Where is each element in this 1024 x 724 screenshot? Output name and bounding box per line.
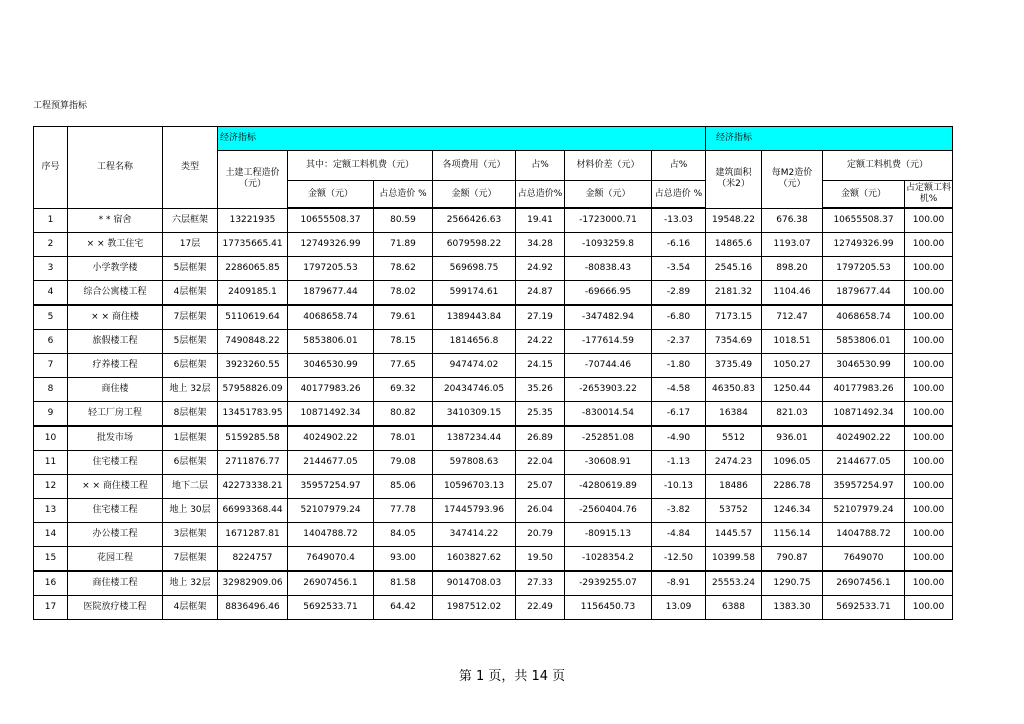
cell-mpct: -12.50 (652, 547, 706, 572)
cell-type: 4层框架 (163, 281, 218, 306)
cell-mpct: -8.91 (652, 571, 706, 596)
cell-type: 地下二层 (163, 475, 218, 499)
cell-mpct: -3.82 (652, 499, 706, 523)
cell-qfee2: 10655508.37 (823, 208, 905, 233)
table-row (34, 571, 953, 596)
cell-opct: 25.07 (516, 475, 565, 499)
cell-qfee2: 26907456.1 (823, 571, 905, 596)
cell-pct4: 100.00 (905, 451, 953, 475)
cell-qfee2: 40177983.26 (823, 378, 905, 402)
cell-qpct: 78.01 (374, 426, 433, 451)
cell-qpct: 77.65 (374, 354, 433, 378)
header-other-fees: 各项费用（元） (433, 151, 516, 181)
cell-unit: 712.47 (762, 305, 823, 330)
cell-mpct: -4.58 (652, 378, 706, 402)
header-share-3: 占总造价 % (652, 181, 706, 209)
cell-pct4: 100.00 (905, 523, 953, 547)
cell-no: 2 (34, 233, 68, 257)
cell-ofee: 17445793.96 (433, 499, 516, 523)
cell-area: 3735.49 (706, 354, 762, 378)
cell-type: 地上 32层 (163, 571, 218, 596)
table-row (34, 378, 953, 402)
cell-unit: 898.20 (762, 257, 823, 281)
cell-qfee2: 2144677.05 (823, 451, 905, 475)
cell-area: 1445.57 (706, 523, 762, 547)
cell-area: 25553.24 (706, 571, 762, 596)
cell-unit: 1250.44 (762, 378, 823, 402)
cell-area: 7173.15 (706, 305, 762, 330)
cell-mpct: -4.84 (652, 523, 706, 547)
table-row (34, 305, 953, 330)
cell-cost: 57958826.09 (218, 378, 288, 402)
table-row (34, 547, 953, 572)
cell-mdiff: -347482.94 (565, 305, 652, 330)
cell-pct4: 100.00 (905, 305, 953, 330)
cell-mdiff: -252851.08 (565, 426, 652, 451)
header-material-diff: 材料价差（元） (565, 151, 652, 181)
cell-mdiff: -177614.59 (565, 330, 652, 354)
document-title: 工程预算指标 (33, 101, 88, 111)
cell-name: 疗养楼工程 (68, 354, 163, 378)
cell-qpct: 77.78 (374, 499, 433, 523)
cell-cost: 7490848.22 (218, 330, 288, 354)
cell-opct: 19.50 (516, 547, 565, 572)
cell-no: 7 (34, 354, 68, 378)
cell-cost: 8836496.46 (218, 596, 288, 620)
header-amount-3: 金额（元） (565, 181, 652, 209)
cell-ofee: 9014708.03 (433, 571, 516, 596)
cell-qfee2: 1797205.53 (823, 257, 905, 281)
cell-pct4: 100.00 (905, 475, 953, 499)
cell-cost: 8224757 (218, 547, 288, 572)
cell-mdiff: -830014.54 (565, 402, 652, 427)
header-unit-cost: 每M2造价（元） (762, 151, 823, 209)
header-amount-4: 金额（元） (823, 181, 905, 209)
cell-area: 10399.58 (706, 547, 762, 572)
cell-no: 12 (34, 475, 68, 499)
cell-mdiff: -30608.91 (565, 451, 652, 475)
table-row (34, 208, 953, 233)
cell-opct: 24.15 (516, 354, 565, 378)
cell-unit: 936.01 (762, 426, 823, 451)
cell-ofee: 1389443.84 (433, 305, 516, 330)
cell-ofee: 6079598.22 (433, 233, 516, 257)
cell-area: 18486 (706, 475, 762, 499)
cell-qfee: 10655508.37 (288, 208, 374, 233)
cell-ofee: 10596703.13 (433, 475, 516, 499)
cell-qpct: 81.58 (374, 571, 433, 596)
cell-pct4: 100.00 (905, 402, 953, 427)
cell-type: 7层框架 (163, 547, 218, 572)
cell-mpct: -2.89 (652, 281, 706, 306)
cell-ofee: 597808.63 (433, 451, 516, 475)
cell-cost: 5159285.58 (218, 426, 288, 451)
cell-mpct: 13.09 (652, 596, 706, 620)
cell-mpct: -13.03 (652, 208, 706, 233)
cell-cost: 2409185.1 (218, 281, 288, 306)
cell-qpct: 71.89 (374, 233, 433, 257)
cell-no: 11 (34, 451, 68, 475)
cell-pct4: 100.00 (905, 547, 953, 572)
cell-area: 14865.6 (706, 233, 762, 257)
header-quota-fee-2: 定额工料机费（元） (823, 151, 953, 181)
cell-unit: 790.87 (762, 547, 823, 572)
cell-mdiff: -80915.13 (565, 523, 652, 547)
cell-no: 5 (34, 305, 68, 330)
cell-area: 2181.32 (706, 281, 762, 306)
cell-opct: 25.35 (516, 402, 565, 427)
cell-mpct: -1.13 (652, 451, 706, 475)
cell-qfee: 5853806.01 (288, 330, 374, 354)
cell-cost: 3923260.55 (218, 354, 288, 378)
table-row (34, 257, 953, 281)
cell-type: 地上 30层 (163, 499, 218, 523)
cell-opct: 22.04 (516, 451, 565, 475)
cell-qfee: 1404788.72 (288, 523, 374, 547)
cell-type: 8层框架 (163, 402, 218, 427)
cell-pct4: 100.00 (905, 208, 953, 233)
cell-cost: 42273338.21 (218, 475, 288, 499)
cell-qpct: 64.42 (374, 596, 433, 620)
cell-name: 商住楼 (68, 378, 163, 402)
cell-opct: 27.33 (516, 571, 565, 596)
cell-qpct: 78.62 (374, 257, 433, 281)
cell-no: 16 (34, 571, 68, 596)
header-economic-index-right: 经济指标 (706, 127, 953, 151)
cell-qfee2: 35957254.97 (823, 475, 905, 499)
cell-qfee: 5692533.71 (288, 596, 374, 620)
header-civil-cost: 土建工程造价（元） (218, 151, 288, 209)
cell-mdiff: -4280619.89 (565, 475, 652, 499)
cell-area: 53752 (706, 499, 762, 523)
cell-qfee: 2144677.05 (288, 451, 374, 475)
cell-pct4: 100.00 (905, 499, 953, 523)
header-seq: 序号 (34, 127, 68, 209)
cell-cost: 5110619.64 (218, 305, 288, 330)
cell-area: 7354.69 (706, 330, 762, 354)
cell-qfee: 52107979.24 (288, 499, 374, 523)
cell-ofee: 347414.22 (433, 523, 516, 547)
cell-pct4: 100.00 (905, 233, 953, 257)
cell-qfee2: 5692533.71 (823, 596, 905, 620)
cell-opct: 19.41 (516, 208, 565, 233)
cell-type: 3层框架 (163, 523, 218, 547)
header-building-area: 建筑面积（米2） (706, 151, 762, 209)
cell-mpct: -4.90 (652, 426, 706, 451)
table-row (34, 499, 953, 523)
cell-mpct: -10.13 (652, 475, 706, 499)
cell-mdiff: -1723000.71 (565, 208, 652, 233)
cell-type: 17层 (163, 233, 218, 257)
table-row (34, 354, 953, 378)
cell-cost: 32982909.06 (218, 571, 288, 596)
cell-no: 1 (34, 208, 68, 233)
cell-qfee2: 1879677.44 (823, 281, 905, 306)
cell-type: 6层框架 (163, 354, 218, 378)
cell-qfee: 7649070.4 (288, 547, 374, 572)
cell-ofee: 569698.75 (433, 257, 516, 281)
cell-type: 1层框架 (163, 426, 218, 451)
cell-name: 住宅楼工程 (68, 499, 163, 523)
cell-unit: 1383.30 (762, 596, 823, 620)
cell-name: 旅假楼工程 (68, 330, 163, 354)
cell-ofee: 1603827.62 (433, 547, 516, 572)
cell-name: 花园工程 (68, 547, 163, 572)
table-row (34, 402, 953, 427)
cell-mdiff: -69666.95 (565, 281, 652, 306)
cell-qfee: 40177983.26 (288, 378, 374, 402)
cell-mpct: -6.17 (652, 402, 706, 427)
cell-qfee: 1797205.53 (288, 257, 374, 281)
cell-mdiff: -2653903.22 (565, 378, 652, 402)
cell-qfee2: 7649070 (823, 547, 905, 572)
cell-ofee: 1814656.8 (433, 330, 516, 354)
table-row (34, 451, 953, 475)
cell-mdiff: -70744.46 (565, 354, 652, 378)
cell-unit: 1290.75 (762, 571, 823, 596)
cell-type: 4层框架 (163, 596, 218, 620)
cell-opct: 20.79 (516, 523, 565, 547)
cell-ofee: 2566426.63 (433, 208, 516, 233)
cell-ofee: 947474.02 (433, 354, 516, 378)
cell-opct: 35.26 (516, 378, 565, 402)
cell-cost: 66993368.44 (218, 499, 288, 523)
cell-no: 14 (34, 523, 68, 547)
header-quota-fee: 其中：定额工料机费（元） (288, 151, 433, 181)
cell-qfee2: 3046530.99 (823, 354, 905, 378)
cell-name: × × 教工住宅 (68, 233, 163, 257)
cell-unit: 1104.46 (762, 281, 823, 306)
cell-mpct: -1.80 (652, 354, 706, 378)
cell-type: 地上 32层 (163, 378, 218, 402)
cell-mpct: -6.80 (652, 305, 706, 330)
cell-pct4: 100.00 (905, 330, 953, 354)
cell-no: 8 (34, 378, 68, 402)
cell-qfee2: 12749326.99 (823, 233, 905, 257)
cell-unit: 1193.07 (762, 233, 823, 257)
cell-qfee: 10871492.34 (288, 402, 374, 427)
cell-qfee2: 5853806.01 (823, 330, 905, 354)
cell-cost: 2711876.77 (218, 451, 288, 475)
cell-mdiff: 1156450.73 (565, 596, 652, 620)
cell-ofee: 1387234.44 (433, 426, 516, 451)
cell-ofee: 3410309.15 (433, 402, 516, 427)
cell-area: 2545.16 (706, 257, 762, 281)
cell-name: × × 商住楼工程 (68, 475, 163, 499)
header-share-4: 占定额工料机% (905, 181, 953, 209)
cell-qfee: 4024902.22 (288, 426, 374, 451)
cell-mpct: -6.16 (652, 233, 706, 257)
cell-qfee: 12749326.99 (288, 233, 374, 257)
header-project-name: 工程名称 (68, 127, 163, 209)
cell-qfee: 26907456.1 (288, 571, 374, 596)
header-economic-index-left: 经济指标 (218, 127, 706, 151)
cell-qpct: 80.82 (374, 402, 433, 427)
header-share-2: 占总造价% (516, 181, 565, 209)
cell-qfee2: 4024902.22 (823, 426, 905, 451)
cell-unit: 1018.51 (762, 330, 823, 354)
cell-unit: 1246.34 (762, 499, 823, 523)
header-row-1 (34, 127, 953, 151)
table-row (34, 426, 953, 451)
cell-no: 3 (34, 257, 68, 281)
cell-unit: 1050.27 (762, 354, 823, 378)
header-share-1: 占总造价 % (374, 181, 433, 209)
cell-ofee: 20434746.05 (433, 378, 516, 402)
cell-qpct: 85.06 (374, 475, 433, 499)
cell-area: 2474.23 (706, 451, 762, 475)
cell-opct: 34.28 (516, 233, 565, 257)
cell-qfee: 1879677.44 (288, 281, 374, 306)
cell-unit: 1096.05 (762, 451, 823, 475)
cell-unit: 676.38 (762, 208, 823, 233)
cell-qpct: 84.05 (374, 523, 433, 547)
cell-unit: 1156.14 (762, 523, 823, 547)
cell-no: 13 (34, 499, 68, 523)
cell-cost: 2286065.85 (218, 257, 288, 281)
cell-qpct: 78.15 (374, 330, 433, 354)
cell-type: 5层框架 (163, 330, 218, 354)
cell-cost: 13221935 (218, 208, 288, 233)
cell-name: 商住楼工程 (68, 571, 163, 596)
cell-name: 住宅楼工程 (68, 451, 163, 475)
cell-qpct: 79.08 (374, 451, 433, 475)
table-row (34, 233, 953, 257)
cell-qfee: 35957254.97 (288, 475, 374, 499)
cell-mdiff: -2560404.76 (565, 499, 652, 523)
table-row (34, 475, 953, 499)
table-row (34, 281, 953, 306)
cell-name: 小学教学楼 (68, 257, 163, 281)
table-row (34, 523, 953, 547)
cell-type: 六层框架 (163, 208, 218, 233)
header-pct-1: 占% (516, 151, 565, 181)
cell-type: 5层框架 (163, 257, 218, 281)
cell-qfee2: 52107979.24 (823, 499, 905, 523)
cell-opct: 24.92 (516, 257, 565, 281)
cell-pct4: 100.00 (905, 378, 953, 402)
cell-area: 16384 (706, 402, 762, 427)
cell-area: 6388 (706, 596, 762, 620)
cell-unit: 2286.78 (762, 475, 823, 499)
cell-pct4: 100.00 (905, 426, 953, 451)
cell-type: 6层框架 (163, 451, 218, 475)
cell-name: 综合公寓楼工程 (68, 281, 163, 306)
cell-pct4: 100.00 (905, 596, 953, 620)
cell-name: 办公楼工程 (68, 523, 163, 547)
cell-ofee: 599174.61 (433, 281, 516, 306)
cell-opct: 22.49 (516, 596, 565, 620)
cell-pct4: 100.00 (905, 354, 953, 378)
cell-opct: 24.22 (516, 330, 565, 354)
cell-name: * * 宿舍 (68, 208, 163, 233)
cell-opct: 26.89 (516, 426, 565, 451)
table-row (34, 596, 953, 620)
cell-ofee: 1987512.02 (433, 596, 516, 620)
cell-area: 46350.83 (706, 378, 762, 402)
cell-pct4: 100.00 (905, 281, 953, 306)
cell-no: 6 (34, 330, 68, 354)
cell-no: 15 (34, 547, 68, 572)
cell-mdiff: -2939255.07 (565, 571, 652, 596)
cell-cost: 1671287.81 (218, 523, 288, 547)
cell-pct4: 100.00 (905, 257, 953, 281)
cell-qpct: 80.59 (374, 208, 433, 233)
cell-opct: 26.04 (516, 499, 565, 523)
header-amount-1: 金额（元） (288, 181, 374, 209)
budget-index-table (33, 126, 953, 620)
cell-mpct: -2.37 (652, 330, 706, 354)
cell-qfee: 4068658.74 (288, 305, 374, 330)
cell-no: 9 (34, 402, 68, 427)
cell-type: 7层框架 (163, 305, 218, 330)
cell-qpct: 78.02 (374, 281, 433, 306)
cell-no: 4 (34, 281, 68, 306)
cell-mpct: -3.54 (652, 257, 706, 281)
cell-qfee: 3046530.99 (288, 354, 374, 378)
cell-opct: 27.19 (516, 305, 565, 330)
cell-qfee2: 10871492.34 (823, 402, 905, 427)
cell-opct: 24.87 (516, 281, 565, 306)
cell-name: 轻工厂房工程 (68, 402, 163, 427)
cell-no: 17 (34, 596, 68, 620)
cell-qfee2: 1404788.72 (823, 523, 905, 547)
cell-unit: 821.03 (762, 402, 823, 427)
cell-mdiff: -1028354.2 (565, 547, 652, 572)
cell-pct4: 100.00 (905, 571, 953, 596)
cell-area: 5512 (706, 426, 762, 451)
cell-mdiff: -80838.43 (565, 257, 652, 281)
cell-qfee2: 4068658.74 (823, 305, 905, 330)
cell-qpct: 69.32 (374, 378, 433, 402)
table-row (34, 330, 953, 354)
cell-name: 医院放疗楼工程 (68, 596, 163, 620)
cell-cost: 17735665.41 (218, 233, 288, 257)
cell-qpct: 79.61 (374, 305, 433, 330)
cell-cost: 13451783.95 (218, 402, 288, 427)
cell-mdiff: -1093259.8 (565, 233, 652, 257)
cell-name: 批发市场 (68, 426, 163, 451)
header-pct-2: 占% (652, 151, 706, 181)
cell-qpct: 93.00 (374, 547, 433, 572)
cell-no: 10 (34, 426, 68, 451)
page-footer: 第 1 页，共 14 页 (458, 669, 566, 684)
header-type: 类型 (163, 127, 218, 209)
header-amount-2: 金额（元） (433, 181, 516, 209)
cell-area: 19548.22 (706, 208, 762, 233)
cell-name: × × 商住楼 (68, 305, 163, 330)
